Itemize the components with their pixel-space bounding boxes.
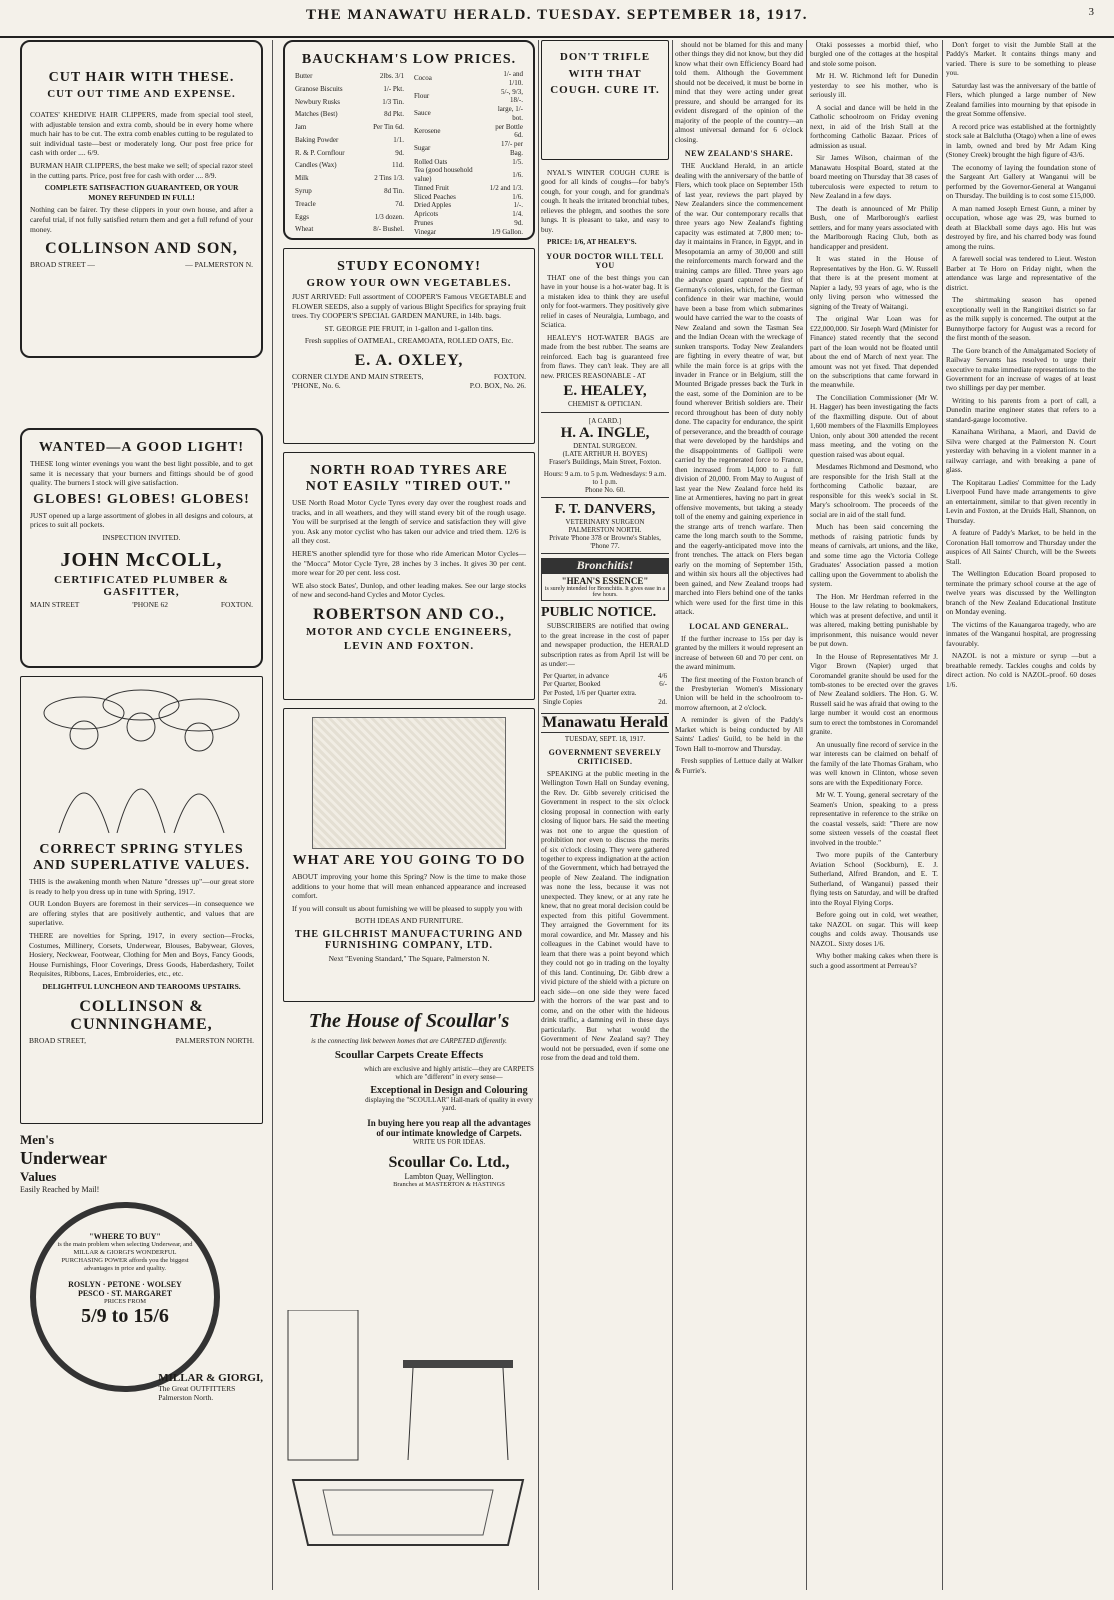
- ad-trade: (LATE ARTHUR H. BOYES): [562, 450, 648, 459]
- ad-tagline: The Great OUTFITTERS: [158, 1384, 236, 1393]
- ad-firm-name: E. HEALEY,: [563, 383, 647, 400]
- item-price: 1/9 Gallon.: [491, 227, 523, 236]
- mccoll-lighting-ad: [20, 428, 263, 668]
- notice-paragraph: SUBSCRIBERS are notified that owing to the great increase in the cost of paper and newspaper production, the HERALD subscription rates as from April 1st will be as under:—: [541, 621, 669, 669]
- news-item: The economy of laying the foundation stone of the Sargeant Art Gallery at Wanganui will be performed by the Governor-General at Wanganui on Thursday. The building is to cost some £15,000.: [946, 162, 1096, 201]
- ad-headline: WANTED—A GOOD LIGHT!: [38, 440, 245, 455]
- news-item: The first meeting of the Foxton branch of the Presbyterian Women's Missionary Union will be held in the schoolroom to-morrow afternoon, at 2 o'clock.: [675, 674, 803, 712]
- card-label: [A CARD.]: [588, 417, 622, 426]
- item-name: Sliced Peaches: [414, 192, 456, 201]
- price-row: [412, 166, 525, 184]
- item-price: per Bottle 6d.: [495, 122, 523, 140]
- address-right: FOXTON.: [220, 599, 253, 609]
- item-name: Kerosene: [414, 126, 441, 135]
- address-right: PALMERSTON NORTH.: [175, 1035, 254, 1045]
- ad-paragraph: COMPLETE SATISFACTION GUARANTEED, OR YOUR MONEY REFUNDED IN FULL!: [44, 183, 239, 202]
- ad-paragraph: is surely intended for Bronchitis. It gives ease in a few hours.: [544, 586, 666, 599]
- price-table-left: [293, 70, 406, 236]
- ad-branches: Branches at MASTERTON & HASTINGS: [393, 1181, 505, 1188]
- item-price: 2lbs. 3/1: [379, 72, 404, 81]
- item-name: Sugar: [414, 144, 431, 153]
- ad-tagline: is the connecting link between homes that are CARPETED differently.: [311, 1037, 507, 1045]
- item-price: 9d.: [395, 148, 404, 157]
- item-price: 9d.: [514, 218, 523, 227]
- ad-contact: [292, 381, 526, 390]
- item-price: 1/3 dozen.: [374, 212, 404, 221]
- column-6: [946, 40, 1096, 1590]
- ad-firm-name: ROBERTSON AND CO.,: [313, 605, 505, 623]
- article-heading: NEW ZEALAND'S SHARE.: [684, 149, 794, 159]
- price-row: [293, 159, 406, 172]
- price-row: [293, 147, 406, 160]
- heans-essence-ad: [541, 573, 669, 601]
- article-body: should not be blamed for this and many other things they did not know, but they did know what their own Efficiency Board had told them. Although the Government should not be deceived, it must be borne in mind that they were acting under great pressure, and should be arranged for its evident disregard of the opinion of the majority of the people of the country—an almost universal demand for 6 o'clock closing.: [675, 40, 803, 144]
- ad-paragraph: THAT one of the best things you can have in your house is a hot-water bag. It is a mistaken idea to think they are useful only for foot-warmers. They positively give relief in cases of Neuralgia, Lumbago, and Sciatica.: [541, 272, 669, 330]
- news-item: Why bother making cakes when there is such a good assortment at Perreau's?: [810, 951, 938, 970]
- address-left: BROAD STREET,: [29, 1035, 86, 1045]
- ad-address: Fraser's Buildings, Main Street, Foxton.: [549, 458, 661, 467]
- item-name: Vinegar: [414, 227, 437, 236]
- ad-headline: YOUR DOCTOR WILL TELL YOU: [546, 251, 664, 270]
- item-name: Newbury Rusks: [295, 97, 340, 106]
- news-item: Mr H. W. Richmond left for Dunedin yesterday to see his mother, who is seriously ill.: [810, 71, 938, 100]
- ad-subheadline: GLOBES! GLOBES! GLOBES!: [33, 491, 250, 507]
- item-name: Per Quarter, in advance: [543, 671, 609, 680]
- ad-paragraph: If you will consult us about furnishing we will be pleased to supply you with: [292, 903, 523, 913]
- phone-number: Private 'Phone 378 or Browne's Stables, 'Phone 77.: [541, 534, 669, 554]
- item-name: Single Copies: [543, 697, 583, 706]
- ad-headline: STUDY ECONOMY!: [337, 259, 481, 274]
- item-name: Candles (Wax): [295, 161, 337, 170]
- price-row: [412, 193, 525, 202]
- item-name: Granose Biscuits: [295, 84, 343, 93]
- coates-clippers-ad: [20, 40, 263, 358]
- ad-paragraph: Fresh supplies of OATMEAL, CREAMOATA, ROLLED OATS, Etc.: [304, 336, 514, 346]
- ad-paragraph: ABOUT improving your home this Spring? Now is the time to make those additions to your home that will mean enhanced appearance and increased comfort.: [292, 872, 526, 901]
- item-price: 1/5.: [512, 157, 523, 166]
- item-price: 1/4.: [512, 210, 523, 218]
- news-item: It was stated in the House of Representatives by the Hon. G. W. Russell that there is at the present moment at Napier a lady, 93 years of age, who is the only living person who witnessed the signing of the Treaty of Waitangi.: [810, 254, 938, 311]
- item-name: Per Posted, 1/6 per Quarter extra.: [543, 689, 637, 698]
- address-left: MAIN STREET: [30, 599, 80, 609]
- item-name: Baking Powder: [295, 135, 339, 144]
- item-name: Flour: [414, 91, 430, 100]
- item-price: 1/2 and 1/3.: [489, 183, 523, 192]
- news-item: The Gore branch of the Amalgamated Society of Railway Servants has resolved to urge their executive to make immediate representations to the Government for an increase of wages of at least two shillings per day per member.: [946, 345, 1096, 393]
- column-1: [20, 40, 263, 1590]
- news-item: The Wellington Education Board proposed to terminate the primary school course at the age of twelve years was discussed by the Wellington branch of the New Zealand Educational Institute on Monday evening.: [946, 569, 1096, 617]
- cough-cure-ad: [541, 40, 669, 160]
- item-name: Prunes: [414, 218, 434, 227]
- ad-paragraph: OUR London Buyers are foremost in their services—in consequence we are offering styles that are positively authentic, and values that are superlative.: [29, 899, 254, 928]
- price-row: [412, 228, 525, 237]
- ad-firm-name: THE GILCHRIST MANUFACTURING AND FURNISHING COMPANY, LTD.: [294, 928, 524, 951]
- item-name: Cocoa: [414, 74, 432, 83]
- ad-headline: DON'T TRIFLE WITH THAT COUGH. CURE IT.: [550, 51, 660, 96]
- news-item: A man named Joseph Ernest Gunn, a miner by occupation, whose age was 29, was burned to death at Blackball some days ago. His hut was destroyed by fire, and his charred body was found among the ruins.: [946, 203, 1096, 251]
- item-price: 2d.: [658, 697, 667, 706]
- item-name: Butter: [295, 72, 313, 81]
- address-right: — PALMERSTON N.: [185, 260, 253, 270]
- item-price: 8d Tin.: [384, 187, 404, 196]
- ad-paragraph: DELIGHTFUL LUNCHEON AND TEAROOMS UPSTAIRS.: [42, 981, 241, 991]
- news-item: The Hon. Mr Herdman referred in the House to the law relating to bookmakers, which was at present defective, and until it was altered, making betting punishable by imprisonment, this nuisance would never be put down.: [810, 591, 938, 649]
- address-phone: 'PHONE 62: [132, 599, 168, 609]
- ad-firm-name: JOHN McCOLL,: [60, 548, 223, 571]
- price-row: [412, 184, 525, 193]
- news-item: A reminder is given of the Paddy's Market which is being conducted by All Saints' Ladies' Guild, to be held in the Town Hall to-morrow and Thursday.: [675, 715, 803, 753]
- column-rule: [672, 40, 673, 1590]
- interior-illustration: [312, 717, 506, 849]
- subscription-rates-table: [541, 672, 669, 707]
- item-price: 2 Tins 1/3.: [374, 174, 404, 183]
- phone-number: 'PHONE, No. 6.: [292, 380, 341, 390]
- price-row: [412, 105, 525, 123]
- ad-paragraph: HERE'S another splendid tyre for those who ride American Motor Cycles—the "Mocca" Motor Cycle Tyre, 28 inches by 3 inches. It gives 30 per cent. more wear for 20 per cent. less cost.: [292, 548, 526, 578]
- ladies-hats-illustration: [29, 683, 254, 833]
- price-row: [293, 172, 406, 185]
- ad-firm-name: MILLAR & GIORGI,: [158, 1372, 263, 1384]
- ad-address: [30, 600, 253, 609]
- ad-address: Next "Evening Standard," The Square, Palmerston N.: [328, 953, 490, 963]
- ad-address: PALMERSTON NORTH.: [568, 526, 642, 535]
- column-2: [283, 40, 535, 1590]
- millar-signoff: [158, 1372, 263, 1402]
- item-price: [654, 689, 669, 698]
- item-price: 1/6.: [512, 170, 523, 179]
- rate-row: [541, 672, 669, 681]
- news-item: An unusually fine record of service in the war interests can be claimed on behalf of the family of the late Thomas Graham, who was well known in Clinton, whose seven sons are with the Expeditionary Force.: [810, 739, 938, 787]
- ad-paragraph: ST. GEORGE PIE FRUIT, in 1-gallon and 1-gallon tins.: [324, 323, 494, 333]
- ad-headline: WHAT ARE YOU GOING TO DO: [292, 853, 526, 868]
- item-name: Apricots: [414, 210, 439, 218]
- ad-makes: ROSLYN · PETONE · WOLSEY PESCO · ST. MARGARET: [68, 1279, 182, 1298]
- ad-trade: CERTIFICATED PLUMBER & GASFITTER,: [54, 573, 229, 598]
- news-item: The death is announced of Mr Philip Bush, one of Marlborough's earliest settlers, and for many years associated with the Marlborough Racing Club, both as handicapper and president.: [810, 203, 938, 251]
- ad-headline: BAUCKHAM'S LOW PRICES.: [301, 52, 517, 67]
- ad-firm-name: E. A. OXLEY,: [354, 351, 464, 369]
- millar-giorgi-ad: [20, 1132, 263, 1432]
- news-item: The shirtmaking season has opened exceptionally well in the Rangitikei district so far as the milk supply is concerned. The output at the Bunnythorpe factory for August was a record for the first month of the season.: [946, 295, 1096, 343]
- ad-headline: The House of Scoullar's: [308, 1010, 510, 1032]
- price-row: [293, 211, 406, 224]
- price-row: [412, 123, 525, 141]
- ad-tagline: Easily Reached by Mail!: [20, 1185, 100, 1194]
- article-body: SPEAKING at the public meeting in the Wellington Town Hall on Sunday evening, the Rev. Dr. Gibb severely criticised the Government in respect to the six o'clock closing proposal in connection with early closing of liquor bars. He said the meeting was not one to argue the question of prohibition nor even to discuss the merits of six o'clock closing. They were gathered together to express indignation at the action of the Government, which had betrayed the people of New Zealand. The indignation was none the less, because it was not unexpected. They knew, or at any rate he knew, that no great moral decision could be expected from this pitiful Government. They arraigned the Government for its moral cowardice, and Mr. Massey and his colleagues in the Cabinet would have to learn that there was a point beyond which they could not go in trading on the loyalty of this land. Continuing, Dr. Gibb drew a vivid picture of the shield with a picture on each side—on one side they were faced with the horrors of the war past and to come, and on the other with the hideous drink traffic, a damning evil in these days particularly. But what would the Government of New Zealand say? They would not be persuaded, even if some one rose from the dead and told them.: [541, 768, 669, 1063]
- ad-paragraph: COATES' KHEDIVE HAIR CLIPPERS, made from special tool steel, with adjustable tension and extra comb, should be in every home where much hair has to be cut. The extra comb enables cutting to be regulated to suit individual taste—best or moderately long. Our post free price for cash with order .... 6/9.: [30, 110, 253, 158]
- column-5: [810, 40, 938, 1590]
- oxley-seeds-ad: [283, 248, 535, 444]
- address-left: BROAD STREET —: [30, 260, 95, 270]
- item-name: Wheat: [295, 225, 314, 234]
- item-price: 1/3 Tin.: [382, 97, 404, 106]
- news-item: The Kopitarau Ladies' Committee for the Lady Liverpool Fund have made arrangements to give an entertainment, similar to that given recently in Levin and Foxton, at the Druids Hall, Shannon, on Thursday.: [946, 477, 1096, 525]
- ad-paragraph: NYAL'S WINTER COUGH CURE is good for all kinds of coughs—for baby's cough, for your cough, and for grandma's cough. It heals the irritated bronchial tubes, relieves the phlegm, and soothes the sore lungs. It is pleasant to take, and easy to buy.: [541, 168, 669, 234]
- column-rule: [272, 40, 273, 1590]
- item-price: 17/- per Bag.: [501, 140, 523, 157]
- ad-paragraph: JUST opened up a large assortment of globes in all designs and colours, at prices to suit all pockets.: [30, 510, 254, 530]
- ad-paragraph: USE North Road Motor Cycle Tyres every day over the roughest roads and tracks, and in all weathers, and they will stand every bit of the rough usage. You will be surprised at the length of service and satisfaction they will give you. Ask any motor cyclist who has taken our advice and tried them. 12/6 is all they cost.: [292, 498, 526, 546]
- item-name: Milk: [295, 174, 309, 183]
- item-name: Jam: [295, 123, 307, 132]
- column-rule: [538, 40, 539, 1590]
- column-4: [675, 40, 803, 1590]
- item-price: 7d.: [395, 199, 404, 208]
- ad-trade: VETERINARY SURGEON: [565, 518, 645, 527]
- item-price: 6/-: [659, 680, 667, 689]
- ad-address: [29, 1036, 254, 1045]
- news-item: A feature of Paddy's Market, to be held in the Coronation Hall tomorrow and Thursday under the auspices of All Saints' Church, will be the Sweets Stall.: [946, 528, 1096, 566]
- news-item: Writing to his parents from a port of call, a Dunedin marine engineer states that refers to a standard-gauge locomotive.: [946, 395, 1096, 424]
- ad-subheadline: GROW YOUR OWN VEGETABLES.: [306, 277, 512, 289]
- article-body: THE Auckland Herald, in an article dealing with the anniversary of the battle of Flers, which took place on September 15th of last year, reviews the part played by New Zealanders since the commencement of the war. Our contemporary recalls that three years ago New Zealand's fighting capacity was estimated at 7,800 men; to-day it maintains in France, in Egypt, and in Mesopotamia an army of 30,000 and still the reinforcements march forward and the training camps are filled. Three years ago the advance guard captured the first of Germany's colonies, which, for the German confidence in their war machine, would have been a base from which submarines would have carried the war to the coasts of New Zealand and sown the Tasman Sea and the Indian Ocean with the wreckage of sunken transports. Today New Zealanders are fighting in every theatre of war, but while the main force is at grips with the invader in France or in Belgium, still the Mounted Brigade presses back the Turk in the east, some of the Dominion are to be found wherever British soldiers are. Their record throughout has been of duty nobly done. The capacity for endurance, the spirit of perseverance, and the breadth of courage that were developed by the hardships and the disappointments of Gallipoli were carried by the regenerated force to France, then increased from 14,000 to a full division of 20,000. From May to August of last year the New Zealand force held its line at Armentieres, having no part in great offensive movements, but taking a steady toll of the enemy and gaining experience in the strange arts of trench warfare. Then came the long march south to the Somme, and the eagerly-anticipated move into the front trenches. The attack on Flers began early on the morning of September 15th, and within six hours all the objectives had been gained, and New Zealand troops had marched into Flers behind one of the tanks which were used for the first time in this attack.: [675, 161, 803, 617]
- price-row: [412, 201, 525, 210]
- news-item: Otaki possesses a morbid thief, who burgled one of the cottages at the hospital and stole some poison.: [810, 40, 938, 68]
- item-name: Rolled Oats: [414, 157, 448, 166]
- ad-paragraph: WRITE US FOR IDEAS.: [412, 1138, 486, 1146]
- masthead-title: THE MANAWATU HERALD. TUESDAY. SEPTEMBER 18, 1917.: [306, 7, 808, 23]
- news-item: In the House of Representatives Mr J. Vigor Brown (Napier) urged that Coromandel granite should be used for the tomb-stones to be erected over the graves of New Zealand soldiers. The Hon. G. W. Russell said he was afraid that owing to the large number it would cost an enormous sum to erect the tombstones in Coromandel granite.: [810, 651, 938, 737]
- price-row: [293, 185, 406, 198]
- ad-trade: CHEMIST & OPTICIAN.: [541, 400, 669, 413]
- ad-paragraph: displaying the "SCOULLAR" Hall-mark of quality in every yard.: [365, 1096, 533, 1112]
- item-price: 1/-.: [513, 201, 523, 210]
- price-row: [293, 70, 406, 83]
- news-item: A social and dance will be held in the Catholic schoolroom on Friday evening next, in aid of the Irish Stall at the forthcoming Catholic Bazaar. Prices of admission as usual.: [810, 102, 938, 150]
- ad-address: Lambton Quay, Wellington.: [404, 1172, 494, 1181]
- news-item: Mr W. T. Young, general secretary of the Seamen's Union, speaking to a press representative in reference to the strike on the coastal vessels, said: "There are now some sixteen vessels of the coastal fleet involved in the trouble.": [810, 790, 938, 847]
- ad-headline: CUT HAIR WITH THESE.: [48, 70, 235, 85]
- ad-paragraph: JUST ARRIVED: Full assortment of COOPER'S Famous VEGETABLE and FLOWER SEEDS, also a supply of various Blight Specifics for spraying fruit trees. Try COOPER'S SPECIAL GARDEN MANURE, in 14lb. bags.: [292, 292, 526, 321]
- item-price: 1/- and 1/10.: [503, 70, 523, 87]
- news-item: Mesdames Richmond and Desmond, who are responsible for the Irish Stall at the forthcoming Catholic bazaar, are responsible for this week's social in St. Mary's schoolroom. The proceeds of the social are in aid of the stall fund.: [810, 462, 938, 519]
- ad-paragraph: BURMAN HAIR CLIPPERS, the best make we sell; of special razor steel in the cutting parts. Price, post free for cash with order .... 8/9.: [30, 160, 253, 180]
- column-rule: [942, 40, 943, 1590]
- ad-hours: Hours: 9 a.m. to 5 p.m. Wednesdays: 9 a.m. to 1 p.m.: [543, 470, 667, 487]
- price-row: [412, 88, 525, 106]
- ad-title-line: Underwear: [20, 1148, 107, 1168]
- furniture-carpet-illustration: [283, 1310, 533, 1550]
- news-item: Sir James Wilson, chairman of the Manawatu Hospital Board, stated at the board meeting on Thursday that 38 cases of tuberculosis were expected to return to New Zealand in a few days.: [810, 153, 938, 201]
- item-price: large, 1/- bot.: [497, 105, 523, 122]
- ad-address: [292, 372, 526, 381]
- rate-row: [541, 698, 669, 707]
- item-name: Sauce: [414, 109, 431, 118]
- public-notice-heading: PUBLIC NOTICE.: [541, 605, 657, 621]
- ad-paragraph: THESE long winter evenings you want the best light possible, and to get same it is necessary that your burners and fittings should be of good quality. The burners I stock will give satisfaction.: [30, 459, 253, 488]
- cunninghame-spring-ad: [20, 676, 263, 1124]
- ad-trade: MOTOR AND CYCLE ENGINEERS,: [305, 625, 513, 638]
- column-3: [541, 40, 669, 1590]
- ad-paragraph: is the main problem when selecting Underwear, and MILLAR & GIORGI'S WONDERFUL PURCHASING POWER affords you the biggest advantages in price and quality.: [57, 1241, 193, 1273]
- ad-paragraph: INSPECTION INVITED.: [102, 532, 181, 542]
- price-row: [293, 83, 406, 96]
- ad-paragraph: BOTH IDEAS AND FURNITURE.: [355, 916, 463, 926]
- ad-firm-name: COLLINSON & CUNNINGHAME,: [70, 997, 213, 1033]
- news-item: The original War Loan was for £22,000,000. Sir Joseph Ward (Minister for Finance) stated recently that the second part of the loan would not be floated until about the end of March of next year. The amount was not yet fixed. That depended on the subscriptions that came forward in the meanwhile.: [810, 314, 938, 390]
- ad-address: [30, 260, 253, 269]
- item-name: Dried Apples: [414, 201, 452, 210]
- ad-subheadline: Scoullar Carpets Create Effects: [334, 1049, 484, 1061]
- price-row: [412, 219, 525, 228]
- news-item: Don't forget to visit the Jumble Stall at the Paddy's Market. It contains things many and varied. There is sure to be something to please you.: [946, 40, 1096, 78]
- news-item: A farewell social was tendered to Lieut. Weston Barber at Te Horo on Friday night, when the attendance was large and representative of the district.: [946, 254, 1096, 292]
- price-row: [293, 121, 406, 134]
- ad-trade: DENTAL SURGEON.: [573, 442, 637, 451]
- item-name: Treacle: [295, 199, 316, 208]
- robertson-tyres-ad: [283, 452, 535, 700]
- ad-title-line: Values: [20, 1169, 57, 1184]
- article-heading: GOVERNMENT SEVERELY CRITICISED.: [548, 747, 662, 766]
- ad-price: 5/9 to 15/6: [81, 1304, 169, 1327]
- ad-firm-name: F. T. DANVERS,: [554, 502, 656, 518]
- item-name: Tea (good household value): [414, 166, 473, 183]
- bauckham-prices-ad: [283, 40, 535, 240]
- news-item: Two more pupils of the Canterbury Aviation School (Sockburn), E. J. Sutherland, Alfred Brandon, and E. T. Sutherland, of Wanganui) passed their flying tests on Saturday, and will be drafted into the Royal Flying Corps.: [810, 850, 938, 907]
- ad-price-label: PRICES FROM: [103, 1297, 147, 1305]
- item-price: 4/6: [658, 671, 667, 680]
- address-left: CORNER CLYDE AND MAIN STREETS,: [292, 371, 424, 381]
- ad-firm-name: Scoullar Co. Ltd.,: [388, 1154, 510, 1171]
- po-box: P.O. BOX, No. 26.: [469, 380, 526, 390]
- ad-paragraph: WE also stock Bates', Dunlop, and other leading makes. See our large stocks of new and second-hand Cycles and Motor Cycles.: [292, 580, 526, 600]
- price-row: [293, 198, 406, 211]
- page-number: 3: [1088, 6, 1094, 18]
- column-rule: [806, 40, 807, 1590]
- item-name: Syrup: [295, 187, 312, 196]
- ad-paragraph: In buying here you reap all the advantages of our intimate knowledge of Carpets.: [367, 1118, 531, 1138]
- item-price: 8d Pkt.: [384, 110, 404, 119]
- ad-firm-name: COLLINSON AND SON,: [45, 240, 238, 258]
- price-row: [293, 223, 406, 236]
- item-name: Matches (Best): [295, 110, 338, 119]
- item-price: 8/- Bushel.: [373, 225, 404, 234]
- ad-headline: Bronchitis!: [541, 558, 669, 573]
- news-item: If the further increase to 15s per day is granted by the millers it would represent an increase of between 60 and 70 per cent. on the award minimum.: [675, 633, 803, 672]
- rate-row: [541, 680, 669, 689]
- price-row: [412, 70, 525, 88]
- millar-circle-panel: [30, 1202, 220, 1392]
- item-price: 1/- Pkt.: [383, 84, 404, 93]
- address-right: FOXTON.: [493, 371, 526, 381]
- price-row: [412, 158, 525, 167]
- price-row: [412, 140, 525, 158]
- ad-paragraph: THERE are novelties for Spring, 1917, in every section—Frocks, Costumes, Millinery, Corsets, Underwear, Blouses, Babywear, Gloves, Hosiery, Neckwear, Footwear, Clothing for Men and Boys, Fancy Goods, House Furnishings, Floor Coverings, Dress Goods, Haberdashery, Toilet Requisites, Ribbons, Laces, Embroideries, etc., etc.: [29, 930, 254, 979]
- ad-paragraph: THIS is the awakening month when Nature "dresses up"—our great store is ready to help you dress up in tune with Spring, 1917.: [29, 877, 254, 896]
- phone-number: Phone No. 60.: [541, 486, 669, 498]
- gilchrist-furniture-ad: [283, 708, 535, 1002]
- news-item: Saturday last was the anniversary of the battle of Flers, which plunged a large number of New Zealand families into mourning by that episode in the great Somme offensive.: [946, 80, 1096, 119]
- price-row: [293, 134, 406, 147]
- ad-paragraph: Nothing can be fairer. Try these clippers in your own house, and after a careful trial, if not fully satisfied return them and get a full refund of your money.: [30, 205, 253, 234]
- ad-subheadline: CUT OUT TIME AND EXPENSE.: [47, 88, 236, 100]
- article-heading: LOCAL AND GENERAL.: [689, 621, 789, 631]
- ad-subheadline: "WHERE TO BUY": [89, 1232, 161, 1241]
- masthead: [0, 6, 1114, 38]
- item-name: Tinned Fruit: [414, 183, 449, 192]
- item-name: Per Quarter, Booked: [543, 680, 601, 689]
- ad-price: PRICE: 1/6, AT HEALEY'S.: [547, 237, 637, 247]
- ad-headline: NORTH ROAD TYRES ARE NOT EASILY "TIRED OUT.": [305, 463, 513, 494]
- scoullar-carpets-ad: [283, 1010, 535, 1570]
- news-item: Much has been said concerning the methods of raising patriotic funds by means of carnivals, art unions, and the like, and some time ago the Victoria College Graduates' Association passed a motion calling upon the Government to abolish the system.: [810, 522, 938, 589]
- news-item: Fresh supplies of Lettuce daily at Walker & Furrie's.: [675, 756, 803, 775]
- ad-title-line: Men's: [20, 1132, 54, 1147]
- ad-paragraph: which are exclusive and highly artistic—they are CARPETS which are "different" in every sense—: [364, 1065, 534, 1081]
- ad-subheadline: "HEAN'S ESSENCE": [561, 576, 649, 587]
- price-row: [293, 96, 406, 109]
- item-price: 5/-, 9/3, 18/-.: [501, 87, 523, 105]
- news-item: Kanaihana Wirihana, a Maori, and David de Silva were charged at the Palmerston N. Court yesterday with behaving in a violent manner in a railway carriage, and with breaking a pane of glass.: [946, 427, 1096, 475]
- price-table-right: [412, 70, 525, 236]
- ad-subheadline: Exceptional in Design and Colouring: [370, 1085, 528, 1096]
- price-row: [412, 210, 525, 219]
- nameplate: Manawatu Herald: [542, 713, 668, 731]
- dateline: TUESDAY, SEPT. 18, 1917.: [564, 734, 646, 743]
- ad-firm-name: H. A. INGLE,: [560, 425, 650, 442]
- item-price: 1/6.: [512, 192, 523, 201]
- news-item: The victims of the Kauangaroa tragedy, who are inmates of the Wanganui hospital, are progressing favourably.: [946, 619, 1096, 648]
- ad-address: LEVIN AND FOXTON.: [343, 639, 475, 652]
- item-name: R. & P. Cornflour: [295, 148, 345, 157]
- ad-address: Palmerston North.: [158, 1393, 214, 1402]
- item-price: 11d.: [392, 161, 404, 170]
- rate-row: [541, 689, 669, 698]
- scoullar-text-block: [363, 1065, 535, 1188]
- price-list: [293, 70, 525, 236]
- news-item: NAZOL is not a mixture or syrup —but a breathable remedy. Tackles coughs and colds by direct action. No cold is NAZOL-proof. 60 doses 1/6.: [946, 651, 1096, 689]
- news-item: Before going out in cold, wet weather, take NAZOL on sugar. This will keep coughs and colds away. Thousands use NAZOL. Sixty doses 1/6.: [810, 910, 938, 948]
- ad-headline: CORRECT SPRING STYLES AND SUPERLATIVE VALUES.: [32, 842, 251, 873]
- news-item: A record price was established at the fortnightly stock sale at Balclutha (Otago) when a line of ewes in lamb, owned and bred by Mr Adam King (Stoney Creek) brought the high figure of 43/6.: [946, 121, 1096, 160]
- news-item: The Conciliation Commissioner (Mr W. H. Hagger) has been investigating the facts of the flaxmilling dispute. Out of about 1,600 members of the Flaxmills Employees Union, only about 300 attended the recent mass meeting, and the voting on the question raised was about equal.: [810, 392, 938, 459]
- ad-paragraph: HEALEY'S HOT-WATER BAGS are made from the best rubber. The seams are reinforced. Each bag is guaranteed free from flaws. They can't leak. They are all new. PRICES REASONABLE - AT: [541, 332, 669, 380]
- item-name: Eggs: [295, 212, 309, 221]
- item-price: Per Tin 6d.: [373, 123, 404, 132]
- item-price: 1/1.: [393, 135, 404, 144]
- price-row: [293, 108, 406, 121]
